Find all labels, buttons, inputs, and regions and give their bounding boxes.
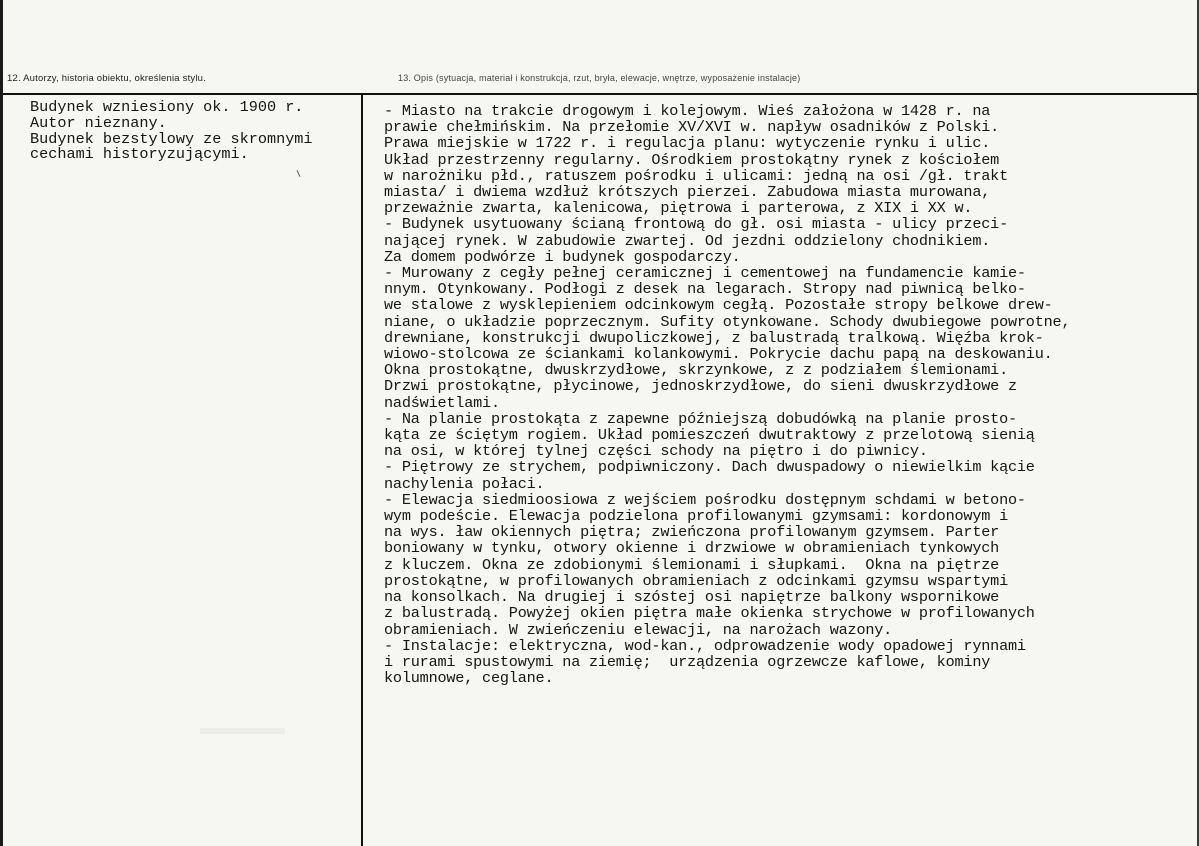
faint-smudge	[200, 728, 285, 734]
authors-history-text: Budynek wzniesiony ok. 1900 r. Autor nieznany. Budynek bezstylowy ze skromnymi cechami historyzującymi.	[30, 98, 313, 164]
horizontal-divider	[3, 93, 1197, 95]
left-edge-border	[0, 0, 3, 846]
description-text: - Miasto na trakcie drogowym i kolejowym. Wieś założona w 1428 r. na prawie chełmińskim. Na przełomie XV/XVI w. napływ osadników z Polski. Prawa miejskie w 1722 r. i regulacja planu: wytyczenie rynku i ulic. Układ przestrzenny regularny. Ośrodkiem prostokątny rynek z kościołem w narożniku płd., ratuszem pośrodku i ulicami: jedną na osi /gł. trakt miasta/ i dwiema wzdłuż krótszych pierzei. Zabudowa miasta murowana, przeważnie zwarta, kalenicowa, piętrowa i parterowa, z XIX i XX w. - Budynek usytuowany ścianą frontową do gł. osi miasta - ulicy przeci- nającej rynek. W zabudowie zwartej. Od jezdni oddzielony chodnikiem. Za domem podwórze i budynek gospodarczy. - Murowany z cegły pełnej ceramicznej i cementowej na fundamencie kamie- nnym. Otynkowany. Podłogi z desek na legarach. Stropy nad piwnicą belko- we stalowe z wysklepieniem odcinkowym cegłą. Pozostałe stropy belkowe drew- niane, o układzie poprzecznym. Sufity otynkowane. Schody dwubiegowe powrotne, drewniane, konstrukcji dwupoliczkowej, z balustradą tralkową. Więźba krok- wiowo-stolcowa ze ściankami kolankowymi. Pokrycie dachu papą na deskowaniu. Okna prostokątne, dwuskrzydłowe, skrzynkowe, z z podziałem ślemionami. Drzwi prostokątne, płycinowe, jednoskrzydłowe, do sieni dwuskrzydłowe z nadświetlami. - Na planie prostokąta z zapewne późniejszą dobudówką na planie prosto- kąta ze ściętym rogiem. Układ pomieszczeń dwutraktowy z przelotową sienią na osi, w której tylnej części schody na piętro i do piwnicy. - Piętrowy ze strychem, podpiwniczony. Dach dwuspadowy o niewielkim kącie nachylenia połaci. - Elewacja siedmioosiowa z wejściem pośrodku dostępnym schdami w betono- wym podeście. Elewacja podzielona profilowanymi gzymsami: kordonowym i na wys. ław okiennych piętra; zwieńczona profilowanym gzymsem. Parter boniowany w tynku, otwory okienne i drzwiowe w obramieniach tynkowych z kluczem. Okna ze zdobionymi ślemionami i słupkami. Okna na piętrze prostokątne, w profilowanych obramieniach z odcinkami gzymsu wspartymi na konsolkach. Na drugiej i szóstej osi napiętrze balkony wspornikowe z balustradą. Powyżej okien piętra małe okienka strychowe w profilowanych obramieniach. W zwieńczeniu elewacji, na narożach wazony. - Instalacje: elektryczna, wod-kan., odprowadzenie wody opadowej rynnami i rurami spustowymi na ziemię; urządzenia ogrzewcze kaflowe, kominy kolumnowe, ceglane.	[384, 102, 1071, 688]
column-divider	[361, 93, 363, 846]
pen-mark	[297, 170, 301, 177]
section-12-heading: 12. Autorzy, historia obiektu, określenia stylu.	[7, 73, 206, 84]
section-13-heading: 13. Opis (sytuacja, materiał i konstrukcja, rzut, bryła, elewacje, wnętrze, wyposażenie instalacje)	[398, 73, 801, 83]
